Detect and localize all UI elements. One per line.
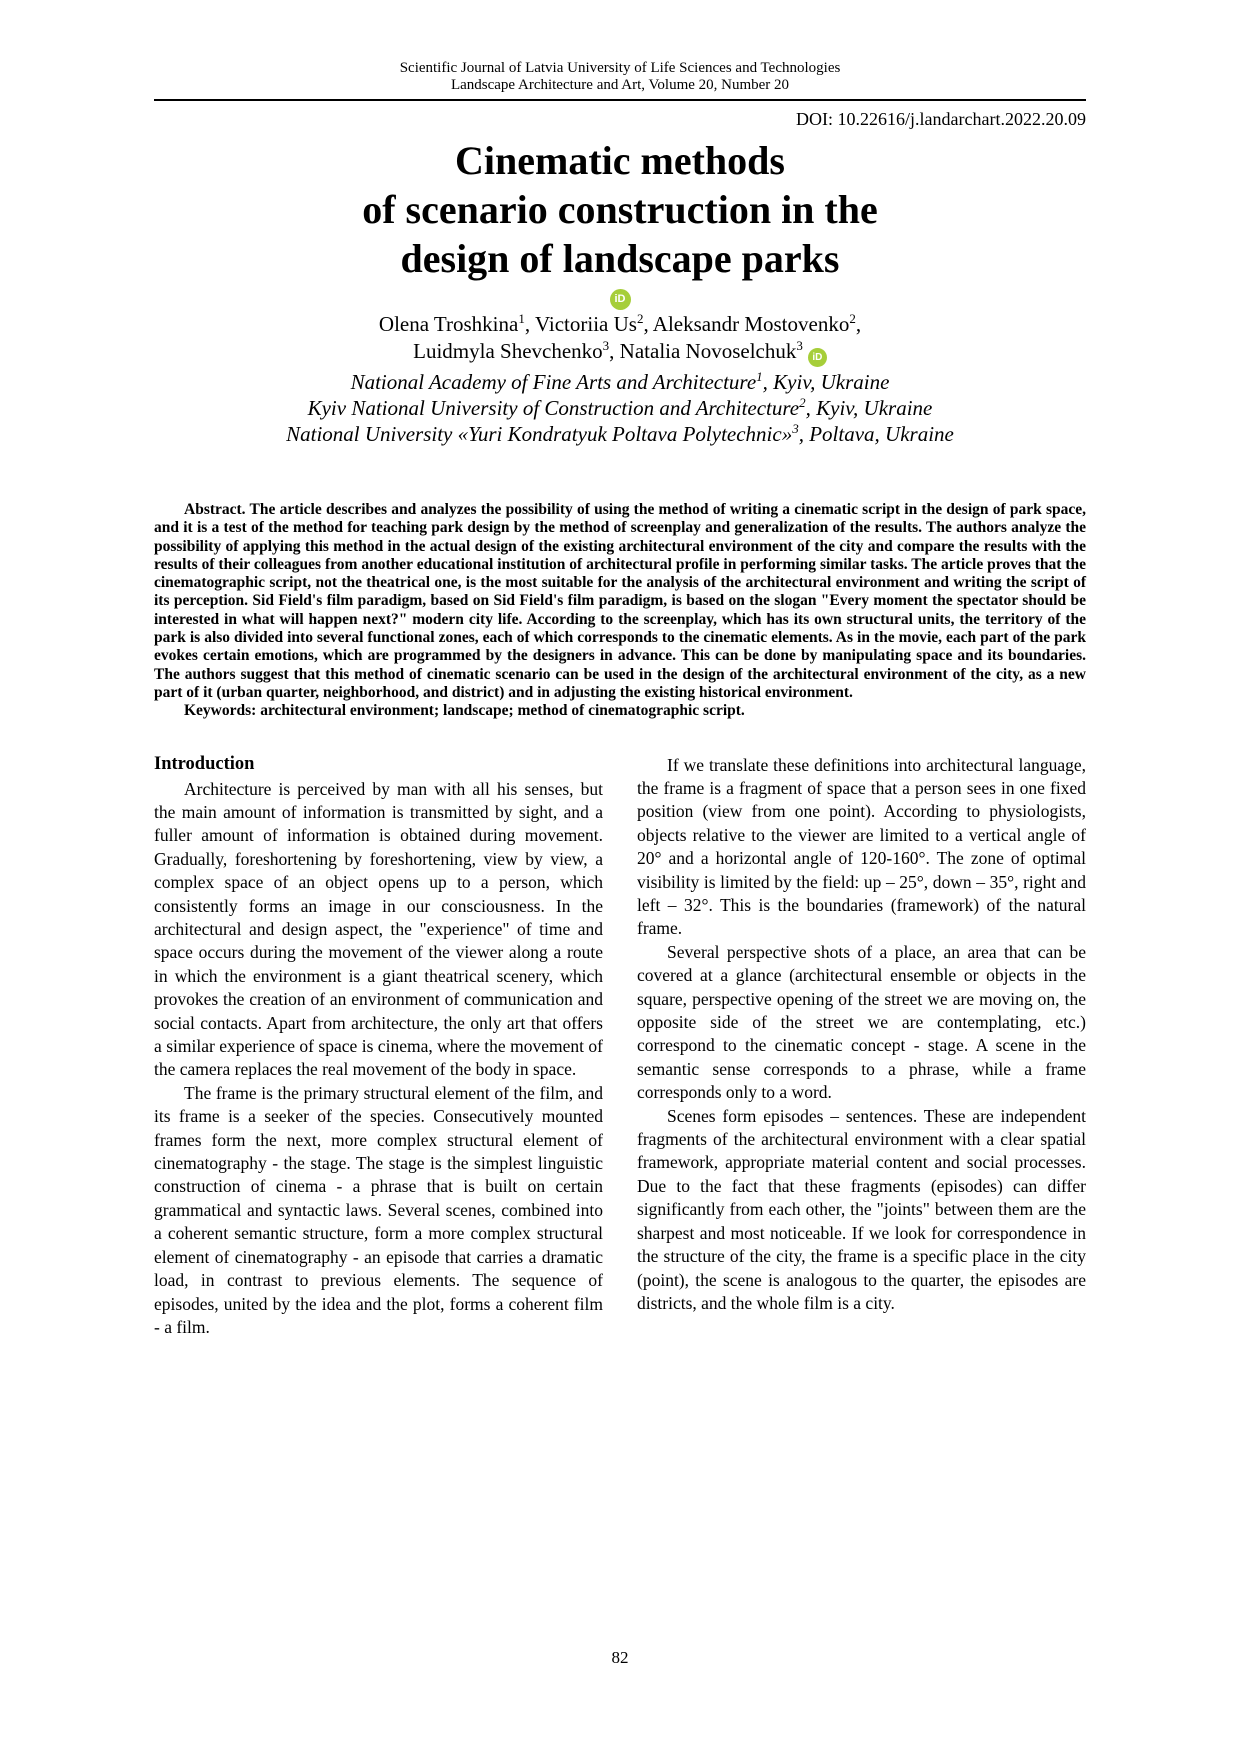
abstract-section	[154, 501, 1086, 721]
author-name: Natalia Novoselchuk	[619, 339, 797, 363]
header-divider	[154, 99, 1086, 101]
author-name: Olena Troshkina	[378, 312, 519, 336]
journal-header	[154, 60, 1086, 94]
paragraph: Scenes form episodes – sentences. These are independent fragments of the architectural environment with a clear spatial framework, appropriate material content and social processes. Due to the fact that these fragments (episodes) can differ significantly from each other, the "joints" between them are the sharpest and most noticeable. If we look for correspondence in the structure of the city, the frame is a specific place in the city (point), the scene is analogous to the quarter, the episodes are districts, and the whole film is a city.	[637, 1105, 1086, 1313]
author-affiliation-marker: 3	[796, 338, 803, 353]
affiliation-name: National University «Yuri Kondratyuk Poltava Polytechnic»	[286, 422, 793, 446]
page-number: 82	[611, 1648, 629, 1667]
affiliation-marker: 2	[799, 395, 806, 410]
title-line-3: design of landscape parks	[400, 236, 840, 281]
author-affiliation-marker: 2	[636, 311, 644, 326]
abstract-label: Abstract.	[184, 501, 246, 518]
keywords-label: Keywords:	[184, 702, 257, 720]
author-separator: ,	[643, 312, 653, 336]
keywords-text: architectural environment; landscape; method of cinematographic script.	[260, 702, 745, 720]
author-name: Luidmyla Shevchenko	[413, 339, 603, 363]
paragraph: Several perspective shots of a place, an area that can be covered at a glance (architectural ensemble or objects in the square, perspective opening of the street we are moving on, the opposite side of the street we are contemplating, etc.) correspond to the cinematic concept - stage. A scene in the semantic sense corresponds to a phrase, while a frame corresponds only to a word.	[637, 941, 1086, 1103]
paper-title	[154, 136, 1086, 283]
affiliation-location: , Kyiv, Ukraine	[762, 370, 890, 394]
abstract-paragraph	[154, 501, 1086, 702]
author-name: Victoriia Us	[534, 312, 637, 336]
title-line-1: Cinematic methods	[455, 138, 785, 183]
paragraph: Architecture is perceived by man with all his senses, but the main amount of information is transmitted by sight, and a fuller amount of information is obtained during movement. Gradually, foreshortening by foreshortening, view by view, a complex space of an object opens up to a person, which consistently forms an image in our consciousness. In the architectural and design aspect, the "experience" of time and space occurs during the movement of the viewer along a route in which the environment is a giant theatrical scenery, which provokes the creation of an environment of communication and social contacts. Apart from architecture, the only art that offers a similar experience of space is cinema, where the movement of the camera replaces the real movement of the body in space.	[154, 778, 603, 1080]
affiliation-marker: 3	[792, 421, 799, 436]
affiliations	[154, 369, 1086, 447]
title-line-2: of scenario construction in the	[362, 187, 878, 232]
affiliation-line	[154, 421, 1086, 447]
affiliation-name: National Academy of Fine Arts and Architecture	[350, 370, 757, 394]
introduction-section	[154, 754, 1086, 1340]
authors-line-2	[154, 338, 1086, 367]
orcid-icon[interactable]: iD	[610, 289, 631, 310]
affiliation-line	[154, 369, 1086, 395]
keywords-line	[154, 702, 1086, 720]
author-affiliation-marker: 3	[602, 338, 610, 353]
intro-heading: Introduction	[154, 753, 255, 774]
journal-volume-line: Landscape Architecture and Art, Volume 20, Number 20	[450, 77, 790, 93]
paragraph: The frame is the primary structural element of the film, and its frame is a seeker of the species. Consecutively mounted frames form the next, more complex structural element of cinematography - the stage. The stage is the simplest linguistic construction of cinema - a phrase that is built on certain grammatical and syntactic laws. Several scenes, combined into a coherent semantic structure, form a more complex structural element of cinematography - an episode that carries a dramatic load, in contrast to previous elements. The sequence of episodes, united by the idea and the plot, forms a coherent film - a film.	[154, 1082, 603, 1337]
intro-left-column	[154, 754, 603, 1340]
author-name: Aleksandr Mostovenko	[652, 312, 850, 336]
affiliation-location: , Poltava, Ukraine	[798, 422, 954, 446]
authors-line-1	[154, 311, 1086, 338]
intro-right-column	[637, 754, 1086, 1340]
affiliation-location: , Kyiv, Ukraine	[805, 396, 933, 420]
author-separator: ,	[855, 312, 862, 336]
author-separator: ,	[524, 312, 535, 336]
journal-name: Scientific Journal of Latvia University of Life Sciences and Technologies	[399, 60, 841, 76]
author-affiliation-marker: 1	[518, 311, 525, 326]
affiliation-name: Kyiv National University of Construction and Architecture	[307, 396, 800, 420]
paragraph: If we translate these definitions into architectural language, the frame is a fragment of space that a person sees in one fixed position (view from one point). According to physiologists, objects relative to the viewer are limited to a vertical angle of 20° and a horizontal angle of 120-160°. The zone of optimal visibility is limited by the field: up – 25°, down – 35°, right and left – 32°. This is the boundaries (framework) of the natural frame.	[637, 754, 1086, 939]
affiliation-marker: 1	[756, 369, 763, 384]
abstract-text: The article describes and analyzes the possibility of using the method of writing a cinematic script in the design of park space, and it is a test of the method for teaching park design by the method of screenplay and generalization of the results. The authors analyze the possibility of applying this method in the actual design of the existing architectural environment of the city and compare the results with the results of their colleagues from another educational institution of architectural profile in performing similar tasks. The article proves that the cinematographic script, not the theatrical one, is the most suitable for the analysis of the architectural environment and writing the script of its perception. Sid Field's film paradigm, based on Sid Field's film paradigm, is based on the slogan "Every moment the spectator should be interested in what will happen next?" modern city life. According to the screenplay, which has its own structural units, the territory of the park is also divided into several functional zones, each of which corresponds to the cinematic elements. As in the movie, each part of the park evokes certain emotions, which are programmed by the designers in advance. This can be done by manipulating space and its boundaries. The authors suggest that this method of cinematic scenario can be used in the design of the architectural environment of the city, as a new part of it (urban quarter, neighborhood, and district) and in adjusting the existing historical environment.	[154, 501, 1086, 701]
affiliation-line	[154, 395, 1086, 421]
author-separator: ,	[609, 339, 620, 363]
doi-text: DOI: 10.22616/j.landarchart.2022.20.09	[796, 109, 1086, 129]
author-affiliation-marker: 2	[849, 311, 856, 326]
orcid-icon[interactable]: iD	[808, 348, 827, 367]
